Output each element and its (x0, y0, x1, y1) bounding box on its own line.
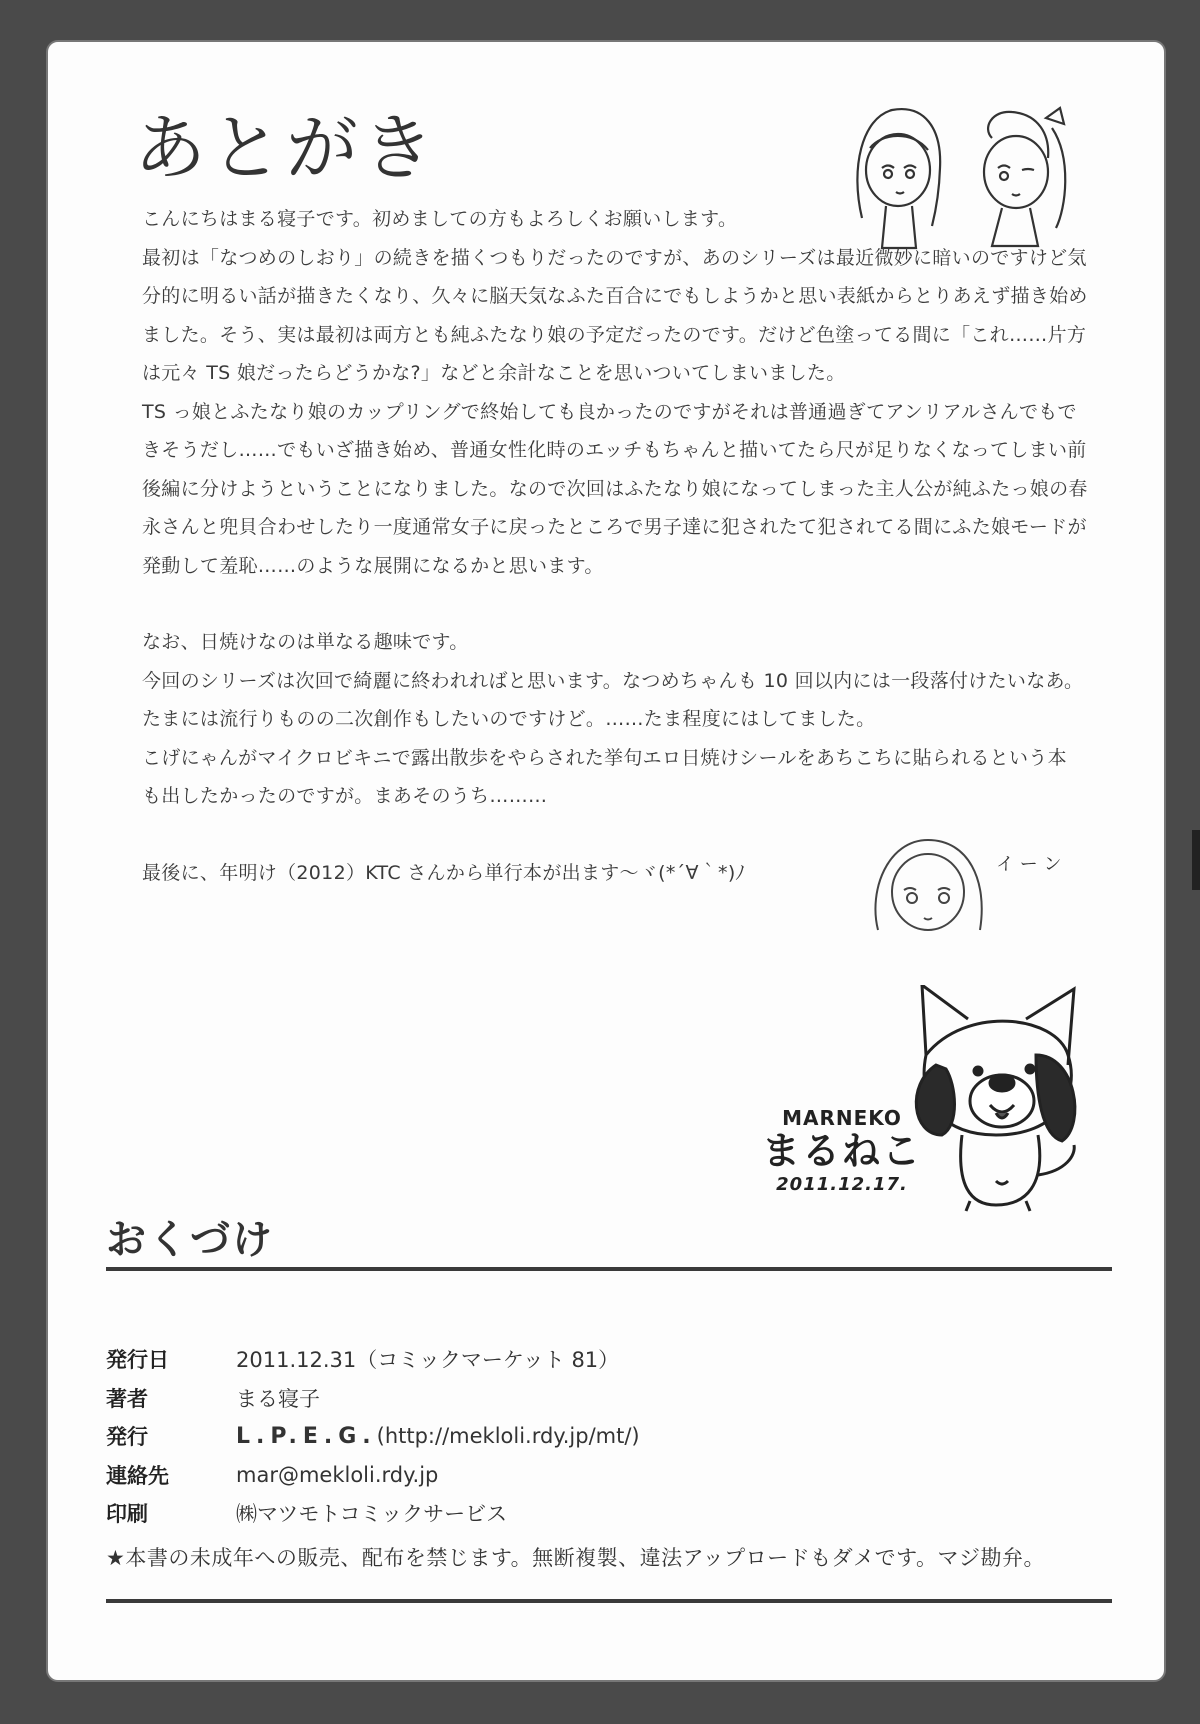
signature-romaji: MARNEKO (782, 1106, 902, 1130)
colophon-info (106, 1340, 1106, 1533)
info-label: 発行 (106, 1425, 148, 1450)
info-row-contact (106, 1456, 1106, 1495)
paragraph: 今回のシリーズは次回で綺麗に終われればと思います。なつめちゃんも 10 回以内には一段落付けたいなあ。たまには流行りものの二次創作もしたいのですけど。……たま程度にはしてました。 (142, 669, 1084, 730)
info-label: 印刷 (106, 1502, 148, 1527)
info-row-printer (106, 1494, 1106, 1533)
info-label: 発行日 (106, 1348, 169, 1373)
paragraph: なお、日焼けなのは単なる趣味です。 (142, 631, 469, 653)
artist-signature (742, 1106, 942, 1195)
info-row-author (106, 1379, 1106, 1418)
afterword-body (142, 200, 1092, 892)
info-label: 著者 (106, 1386, 148, 1411)
legal-notice: ★本書の未成年への販売、配布を禁じます。無断複製、違法アップロードもダメです。マジ勘弁。 (106, 1546, 1045, 1570)
edge-mark (1192, 830, 1200, 890)
colophon-top-rule (106, 1267, 1112, 1271)
info-row-release-date (106, 1340, 1106, 1379)
afterword-title: あとがき (134, 106, 439, 190)
colophon-title: おくづけ (106, 1217, 274, 1263)
paragraph: TS っ娘とふたなり娘のカップリングで終始しても良かったのですがそれは普通過ぎてアンリアルさんでもできそうだし……でもいざ描き始め、普通女性化時のエッチもちゃんと描いてたら尺が足りなくなってしまい前後編に分けようということになりました。なので次回はふたなり娘になってしまった主人公が純ふたっ娘の春永さんと兜貝合わせしたり一度通常女子に戻ったところで男子達に犯されたて犯されてる間にふた娘モードが発動して羞恥……のような展開になるかと思います。 (142, 400, 1088, 577)
info-row-publisher (106, 1417, 1106, 1456)
signature-kana: まるねこ (761, 1129, 922, 1173)
colophon-bottom-rule (106, 1599, 1112, 1603)
paragraph: 最後に、年明け（2012）KTC さんから単行本が出ます〜ヾ(*´∀｀*)ﾉ (142, 861, 746, 884)
paragraph: こげにゃんがマイクロビキニで露出散歩をやらされた挙句エロ日焼けシールをあちこちに貼られるという本も出したかったのですが。まあそのうち……… (142, 746, 1067, 807)
contact-email[interactable]: mar@mekloli.rdy.jp (236, 1462, 439, 1487)
publisher-brand: L.P.E.G. (236, 1423, 377, 1449)
chibi-face-sketch (868, 830, 998, 950)
paragraph: 最初は「なつめのしおり」の続きを描くつもりだったのですが、あのシリーズは最近微妙に暗いのですけど気分的に明るい話が描きたくなり、久々に脳天気なふた百合にでもしようかと思い表紙からとりあえず描き始めました。そう、実は最初は両方とも純ふたなり娘の予定だったのです。だけど色塗ってる間に「これ……片方は元々 TS 娘だったらどうかな?」などと余計なことを思いついてしまいました。 (142, 246, 1088, 384)
signature-date: 2011.12.17. (776, 1174, 908, 1195)
paragraph: こんにちはまる寝子です。初めましての方もよろしくお願いします。 (142, 208, 738, 230)
info-label: 連絡先 (106, 1463, 169, 1488)
info-value: ㈱マツモトコミックサービス (236, 1502, 508, 1527)
publisher-url[interactable]: (http://mekloli.rdy.jp/mt/) (376, 1424, 640, 1449)
side-note: イ ー ン (996, 854, 1062, 875)
info-value: まる寝子 (236, 1386, 320, 1411)
info-value: 2011.12.31（コミックマーケット 81） (236, 1348, 620, 1373)
